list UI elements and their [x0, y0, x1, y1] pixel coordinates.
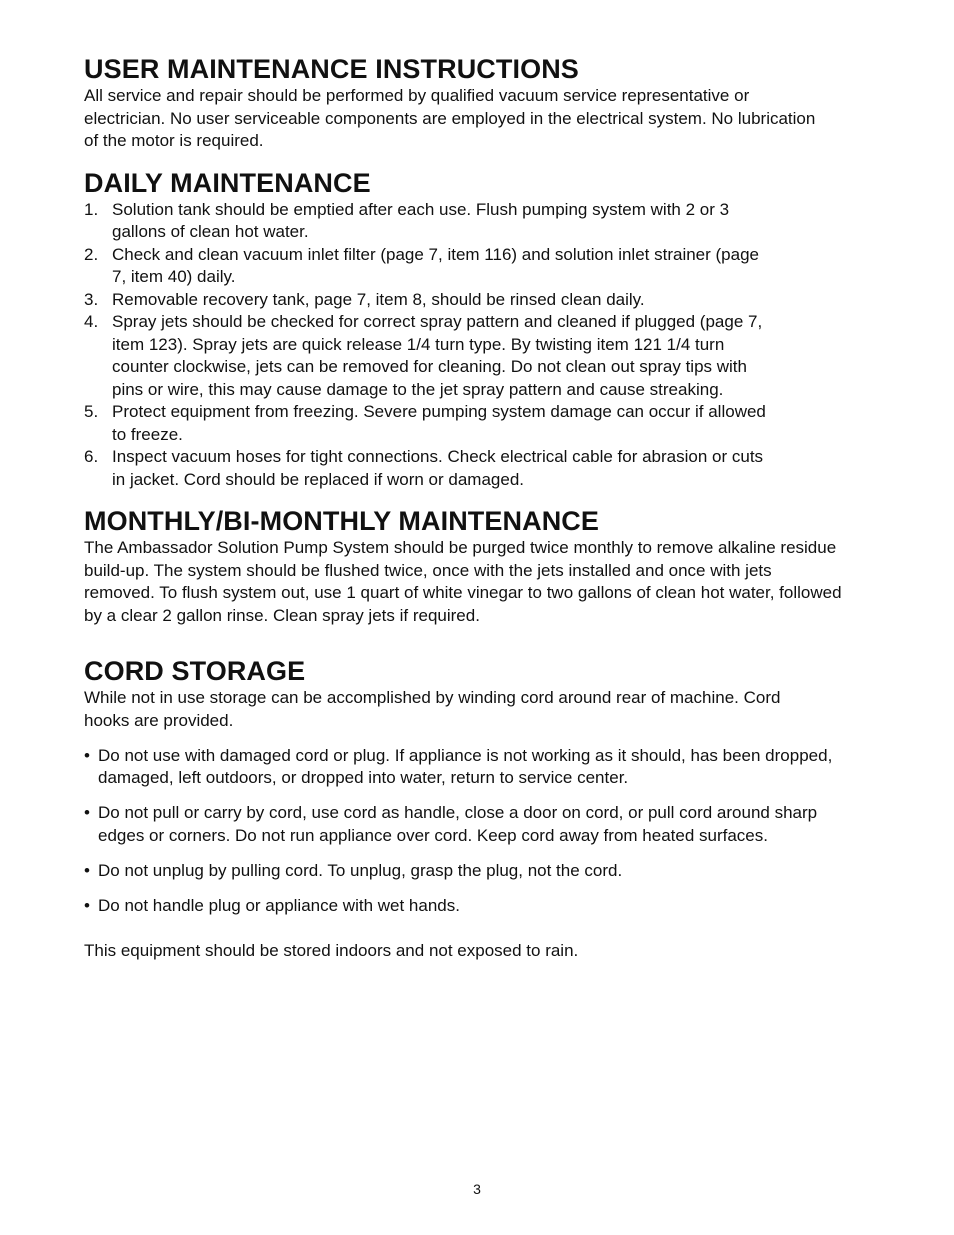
list-item-number: 1. [84, 199, 99, 219]
list-item [84, 446, 774, 491]
user-maintenance-text: All service and repair should be performed by qualified vacuum service representative or electrician. No user serviceable components are employed in the electrical system. No lubrication of the motor is required. [84, 86, 816, 150]
list-item-text: Do not handle plug or appliance with wet hands. [98, 895, 460, 915]
list-item-number: 5. [84, 402, 99, 421]
list-item-text: Do not pull or carry by cord, use cord as handle, close a door on cord, or pull cord around sharp edges or corners. Do not run appliance over cord. Keep cord away from heated surfaces. [98, 803, 818, 845]
list-item-number: 6. [84, 447, 99, 466]
list-item-text: Protect equipment from freezing. Severe pumping system damage can occur if allowed to freeze. [112, 402, 766, 444]
user-maintenance-heading: USER MAINTENANCE INSTRUCTIONS [84, 54, 579, 84]
document-page [84, 50, 854, 963]
list-item-text: Removable recovery tank, page 7, item 8, should be rinsed clean daily. [112, 289, 645, 309]
list-item-text: Inspect vacuum hoses for tight connections. Check electrical cable for abrasion or cuts in jacket. Cord should be replaced if worn or damaged. [112, 447, 764, 489]
bullet-icon: • [84, 803, 90, 822]
list-item [84, 244, 774, 289]
bullet-icon: • [84, 745, 90, 765]
cord-storage-text: While not in use storage can be accomplished by winding cord around rear of machine. Cord hooks are provided. [84, 688, 781, 730]
list-item [84, 802, 844, 847]
page-number: 3 [473, 1181, 481, 1197]
daily-maintenance-list [84, 199, 774, 492]
list-item-number: 3. [84, 289, 99, 309]
monthly-maintenance-heading: MONTHLY/BI-MONTHLY MAINTENANCE [84, 506, 600, 536]
daily-maintenance-heading: DAILY MAINTENANCE [84, 167, 371, 198]
storage-closing-text: This equipment should be stored indoors and not exposed to rain. [84, 941, 579, 960]
list-item-text: Do not use with damaged cord or plug. If appliance is not working as it should, has been dropped, damaged, left outdoors, or dropped into water, return to service center. [98, 745, 833, 787]
list-item [84, 895, 844, 918]
list-item [84, 199, 774, 244]
list-item [84, 311, 774, 401]
list-item-text: Check and clean vacuum inlet filter (page 7, item 116) and solution inlet strainer (page 7, item 40) daily. [112, 244, 759, 286]
cord-storage-heading: CORD STORAGE [84, 656, 306, 686]
list-item-text: Do not unplug by pulling cord. To unplug, grasp the plug, not the cord. [98, 860, 623, 880]
list-item [84, 289, 774, 312]
list-item-number: 2. [84, 244, 99, 264]
cord-safety-list [84, 745, 844, 918]
list-item-text: Solution tank should be emptied after each use. Flush pumping system with 2 or 3 gallons of clean hot water. [112, 199, 730, 241]
list-item-number: 4. [84, 312, 99, 331]
bullet-icon: • [84, 860, 90, 880]
list-item [84, 401, 774, 446]
list-item [84, 860, 844, 883]
list-item-text: Spray jets should be checked for correct spray pattern and cleaned if plugged (page 7, item 123). Spray jets are quick release 1/4 turn type. By twisting item 121 1/4 turn counter clockwise, jets can be removed for cleaning. Do not clean out spray tips with pins or wire, this may cause damage to the jet spray pattern and cause streaking. [112, 312, 763, 399]
monthly-maintenance-text: The Ambassador Solution Pump System should be purged twice monthly to remove alkaline residue build-up. The system should be flushed twice, once with the jets installed and once with jets removed. To flush system out, use 1 quart of white vinegar to two gallons of clean hot water, followed by a clear 2 gallon rinse. Clean spray jets if required. [84, 538, 842, 625]
list-item [84, 745, 844, 790]
bullet-icon: • [84, 895, 90, 915]
